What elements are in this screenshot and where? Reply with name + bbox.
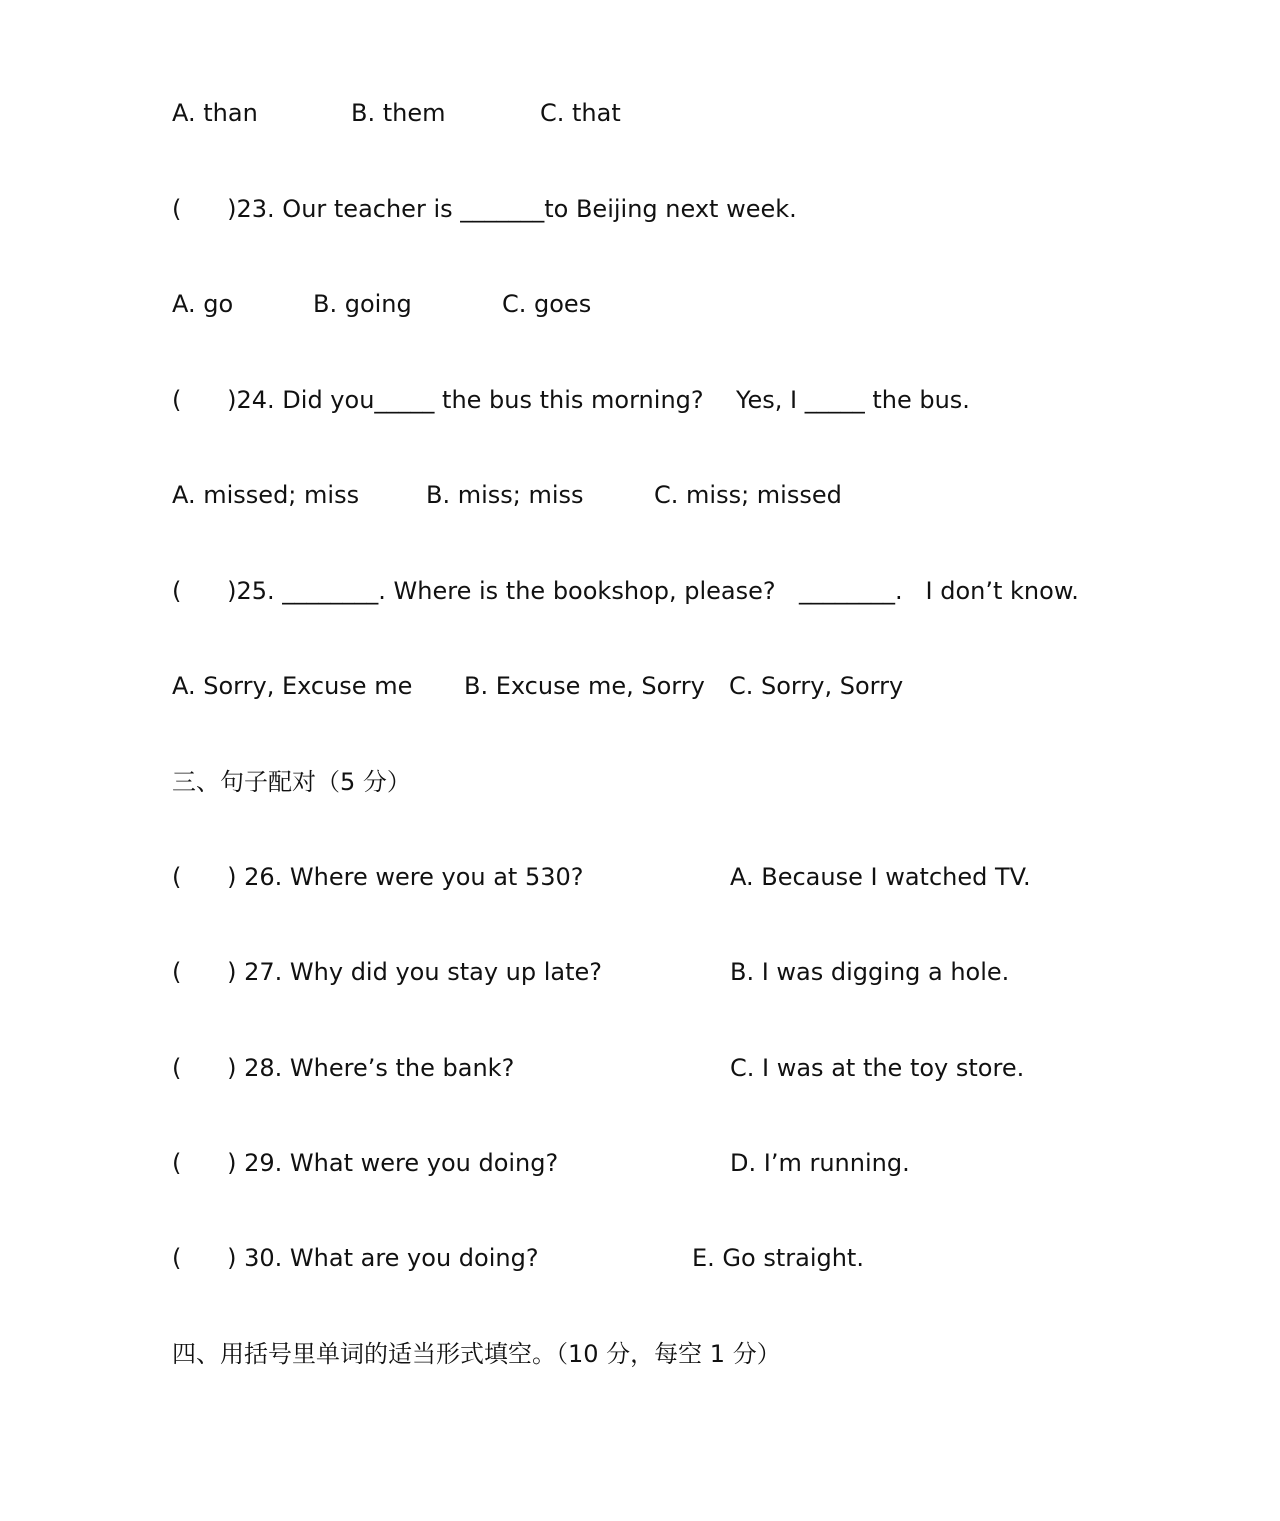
q25-row [172,576,1079,666]
q25-question: ( )25. ________. Where is the bookshop, please? [172,577,776,605]
q23-option-c: C. goes [502,290,592,318]
match-row [172,957,1010,1047]
match-answer: C. I was at the toy store. [730,1054,1025,1082]
q24-row [172,385,970,475]
section4-heading: 四、用括号里单词的适当形式填空。（10 分，每空 1 分） [172,1340,781,1368]
q23-option-b: B. going [313,290,412,318]
match-question: ( ) 28. Where’s the bank? [172,1054,515,1082]
match-question: ( ) 26. Where were you at 530? [172,863,584,891]
q25-answer: ________. I don’t know. [799,577,1079,605]
match-answer: B. I was digging a hole. [730,958,1010,986]
q24-option-a: A. missed; miss [172,481,360,509]
q22-option-a: A. than [172,99,258,127]
match-answer: E. Go straight. [692,1244,864,1272]
q22-option-c: C. that [540,99,621,127]
match-question: ( ) 29. What were you doing? [172,1149,559,1177]
match-row [172,862,1031,952]
match-question: ( ) 30. What are you doing? [172,1244,539,1272]
match-question: ( ) 27. Why did you stay up late? [172,958,603,986]
q23-question: ( )23. Our teacher is _______to Beijing next week. [172,195,797,223]
q24-question: ( )24. Did you_____ the bus this morning? [172,386,704,414]
section3-heading: 三、句子配对（5 分） [172,768,411,796]
q25-option-b: B. Excuse me, Sorry [464,672,705,700]
match-answer: A. Because I watched TV. [730,863,1031,891]
match-row [172,1243,864,1333]
match-row [172,1148,910,1238]
q24-answer: Yes, I _____ the bus. [736,386,970,414]
match-answer: D. I’m running. [730,1149,910,1177]
q24-option-c: C. miss; missed [654,481,842,509]
q24-option-b: B. miss; miss [426,481,584,509]
match-row [172,1053,1025,1143]
q25-option-a: A. Sorry, Excuse me [172,672,413,700]
q22-option-b: B. them [351,99,446,127]
q23-option-a: A. go [172,290,234,318]
q25-option-c: C. Sorry, Sorry [729,672,904,700]
